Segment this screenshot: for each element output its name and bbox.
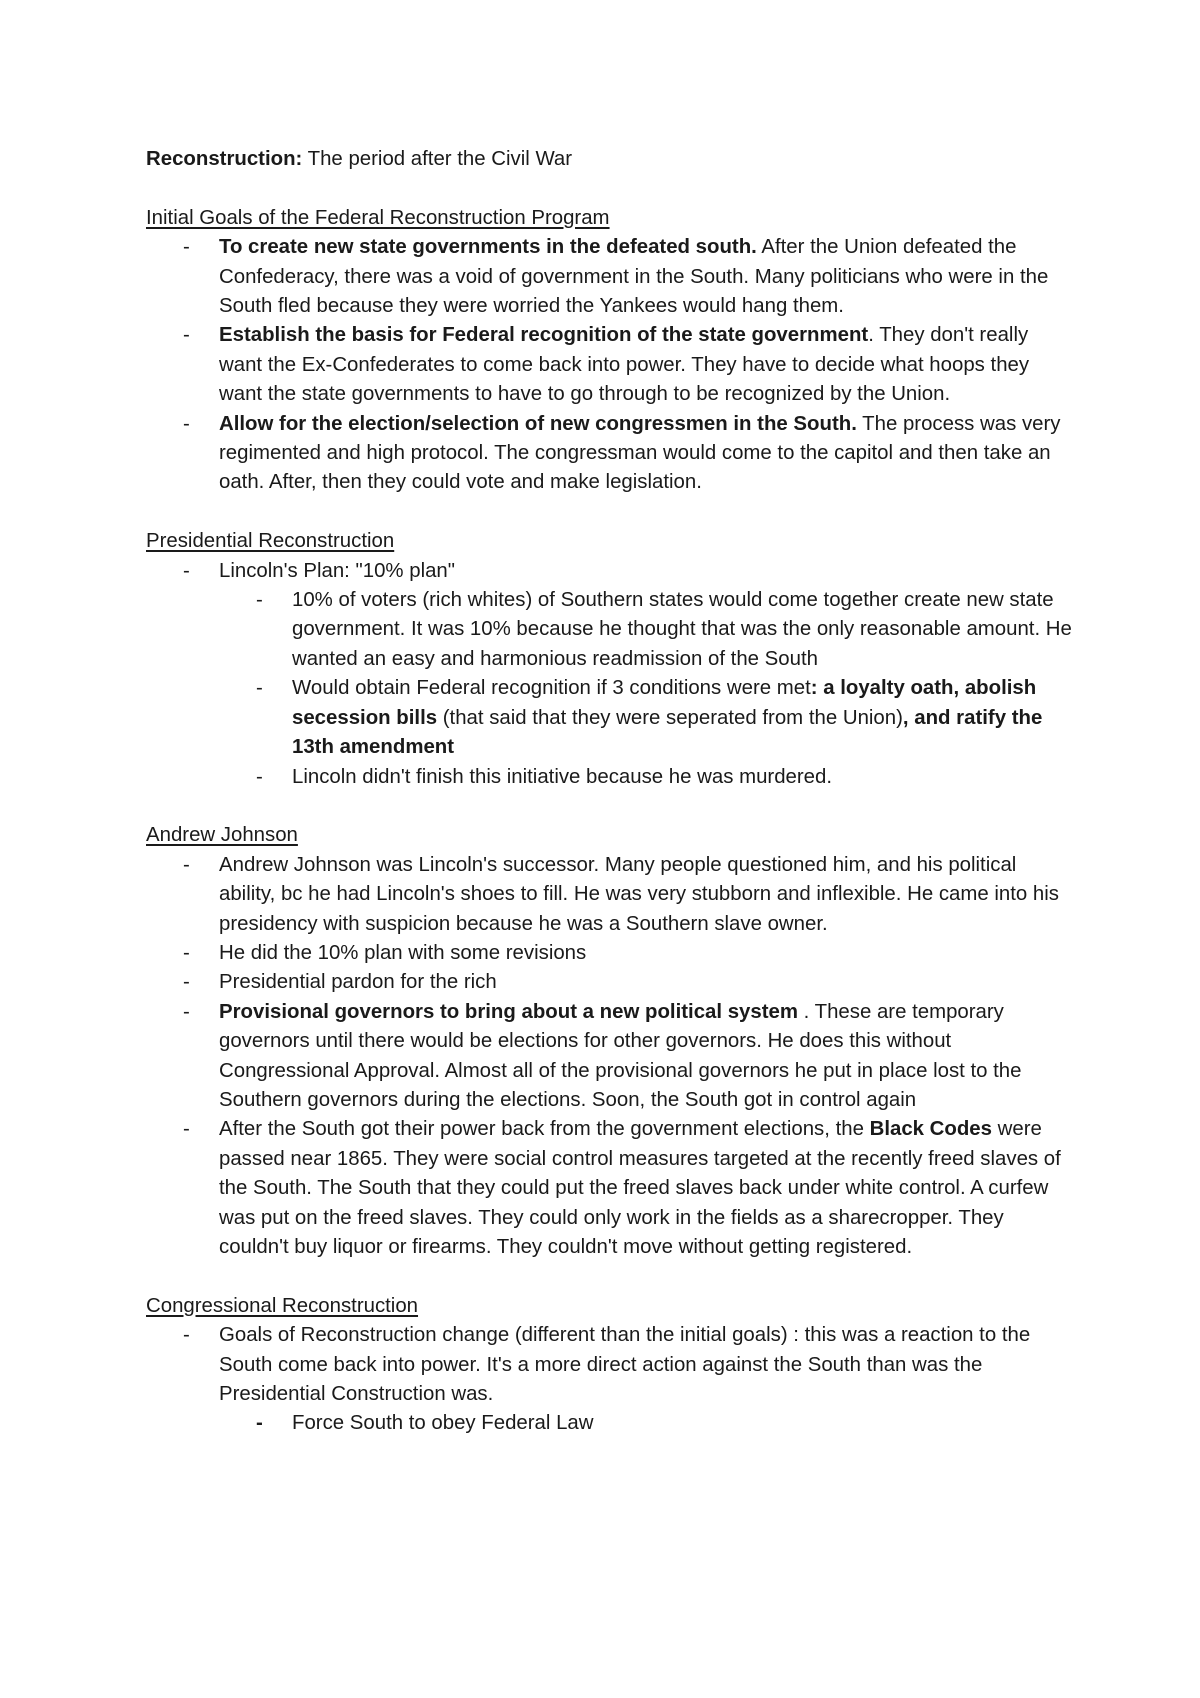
goal-text: The process was very regimented and high protocol. The congressman would come to the capitol and then take an oath. After, then they could vote and make legislation. (219, 412, 1061, 494)
bullet-dash: - (183, 1118, 190, 1141)
conditions-text: (that said that they were seperated from the Union) (437, 706, 903, 729)
item-text: Presidential pardon for the rich (219, 971, 497, 994)
item-text: He did the 10% plan with some revisions (219, 941, 587, 964)
bullet-dash: - (183, 1324, 190, 1347)
list-item (146, 851, 1076, 939)
title-definition: The period after the Civil War (302, 148, 573, 170)
bullet-dash: - (183, 324, 190, 347)
johnson-list (146, 851, 1076, 1263)
bullet-dash: - (256, 589, 263, 612)
heading-initial-goals: Initial Goals of the Federal Reconstruction Program (146, 206, 610, 229)
subitem-text: Force South to obey Federal Law (292, 1412, 594, 1435)
sublist-item (219, 1409, 1076, 1438)
item-text: Andrew Johnson was Lincoln's successor. Many people questioned him, and his political ability, bc he had Lincoln's shoes to fill. He was very stubborn and inflexible. He came into his presidency with suspicion because he was a Southern slave owner. (219, 853, 1059, 935)
bullet-dash: - (183, 236, 190, 259)
bullet-dash: - (256, 677, 263, 700)
black-codes-text: were passed near 1865. They were social control measures targeted at the recently freed slaves of the South. The South that they could put the freed slaves back under white control. A curfew was put on the freed slaves. They could only work in the fields as a sharecropper. They couldn't buy liquor or firearms. They couldn't move without getting registered. (219, 1118, 1061, 1258)
lincoln-plan-sublist (219, 586, 1076, 792)
list-item (146, 939, 1076, 968)
goal-bold: Establish the basis for Federal recognition of the state government (219, 324, 869, 347)
bullet-dash: - (183, 1000, 190, 1023)
list-item (146, 557, 1076, 792)
bullet-dash: - (256, 765, 263, 788)
presidential-list (146, 557, 1076, 792)
bullet-dash: - (183, 971, 190, 994)
congressional-list (146, 1321, 1076, 1439)
congressional-sublist (219, 1409, 1076, 1438)
heading-presidential-reconstruction: Presidential Reconstruction (146, 530, 395, 553)
black-codes-bold: Black Codes (869, 1118, 992, 1141)
goal-bold: To create new state governments in the defeated south. (219, 236, 757, 259)
bullet-dash: - (183, 412, 190, 435)
list-item (146, 233, 1076, 321)
item-text: Goals of Reconstruction change (different than the initial goals) : this was a reaction to the South come back into power. It's a more direct action against the South than was the Presidential Construction was. (219, 1324, 1031, 1405)
goal-text: After the Union defeated the Confederacy, there was a void of government in the South. Many politicians who were in the South fled because they were worried the Yankees would hang them. (219, 236, 1049, 318)
goal-bold: Allow for the election/selection of new congressmen in the South. (219, 412, 857, 435)
goal-text: . They don't really want the Ex-Confederates to come back into power. They have to decide what hoops they want the state governments to have to go through to be recognized by the Union. (219, 324, 1030, 406)
sublist-item (219, 763, 1076, 792)
subitem-text: 10% of voters (rich whites) of Southern states would come together create new state government. It was 10% because he thought that was the only reasonable amount. He wanted an easy and harmonious readmission of the South (292, 589, 1072, 670)
list-item (146, 998, 1076, 1116)
conditions-text: Would obtain Federal recognition if 3 conditions were met (292, 677, 811, 700)
bullet-dash: - (183, 941, 190, 964)
list-item (146, 410, 1076, 498)
bullet-dash: - (256, 1412, 263, 1435)
sublist-item (219, 674, 1076, 762)
title-term: Reconstruction: (146, 148, 303, 170)
provisional-bold: Provisional governors to bring about a new political system (219, 1000, 798, 1023)
title-line (146, 145, 1076, 174)
list-item (146, 1115, 1076, 1262)
bullet-dash: - (183, 853, 190, 876)
heading-congressional-reconstruction: Congressional Reconstruction (146, 1294, 419, 1317)
list-item (146, 321, 1076, 409)
conditions-bold: , and ratify the 13th amendment (292, 706, 1043, 759)
goals-list (146, 233, 1076, 498)
lincoln-plan: Lincoln's Plan: "10% plan" (219, 559, 456, 582)
list-item (146, 968, 1076, 997)
black-codes-text: After the South got their power back from the government elections, the (219, 1118, 870, 1141)
heading-andrew-johnson: Andrew Johnson (146, 824, 298, 847)
subitem-text: Lincoln didn't finish this initiative because he was murdered. (292, 765, 833, 788)
bullet-dash: - (183, 559, 190, 582)
document-body (146, 145, 1076, 1439)
sublist-item (219, 586, 1076, 674)
list-item (146, 1321, 1076, 1439)
provisional-text: . These are temporary governors until there would be elections for other governors. He does this without Congressional Approval. Almost all of the provisional governors he put in place lost to the Southern governors during the elections. Soon, the South got in control again (219, 1000, 1022, 1111)
conditions-bold: : a loyalty oath, abolish secession bills (292, 677, 1037, 729)
